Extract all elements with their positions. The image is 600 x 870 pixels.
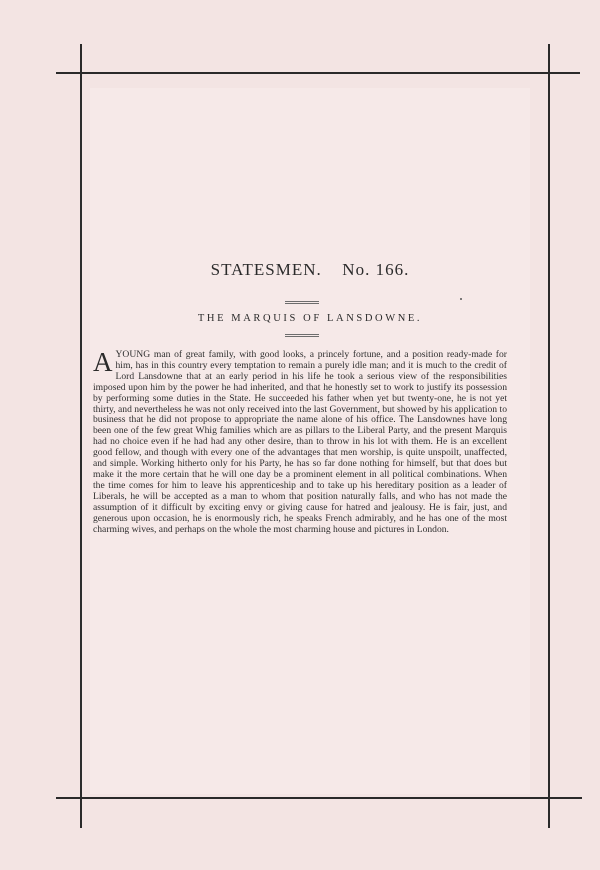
top-border-rule: [56, 72, 580, 74]
upper-divider-2: [285, 303, 319, 304]
upper-divider: [285, 301, 319, 302]
lower-divider: [285, 334, 319, 335]
ink-speck: [460, 298, 462, 300]
series-title: STATESMEN.: [210, 260, 322, 279]
right-border-rule: [548, 44, 550, 828]
subject-title: THE MARQUIS OF LANSDOWNE.: [197, 313, 423, 324]
bottom-border-rule: [56, 797, 582, 799]
series-number: No. 166.: [342, 260, 410, 279]
drop-cap: A: [93, 347, 113, 377]
first-word: YOUNG: [115, 349, 151, 360]
series-heading: [90, 260, 530, 280]
left-border-rule: [80, 44, 82, 828]
lower-divider-2: [285, 336, 319, 337]
article-text: man of great family, with good looks, a princely fortune, and a position ready-made for him, has in this country every temptation to remain a purely idle man; and it is much to the credit of Lord Lansdowne that at an early period in his life he took a serious view of the responsibilities imposed upon him by the power he had inherited, and that he honestly set to work to justify its possession by performing some duties in the State. He succeeded his father when yet but twenty-one, he is not yet thirty, and nevertheless he was not only received into the last Government, but showed by his application to business that he did not propose to appropriate the name alone of his office. The Lansdownes have long been one of the few great Whig families which are as pillars to the Liberal Party, and the present Marquis had no choice even if he had had any other desire, than to throw in his lot with them. He is an excellent good fellow, and though with every one of the advantages that men worship, is quite unspoilt, unaffected, and simple. Working hitherto only for his Party, he has so far done nothing for himself, but that does but make it the more certain that he will one day be a prominent element in all political combinations. When the time comes for him to leave his apprenticeship and to take up his hereditary position as a leader of Liberals, he will be accepted as a man to whom that position naturally falls, and who has not made the assumption of it difficult by exciting envy or giving cause for hatred and jealousy. He is fair, just, and generous upon occasion, he is enormously rich, he speaks French admirably, and he has one of the most charming wives, and perhaps on the whole the most charming house and pictures in London.: [93, 349, 507, 535]
article-body: [93, 347, 507, 535]
